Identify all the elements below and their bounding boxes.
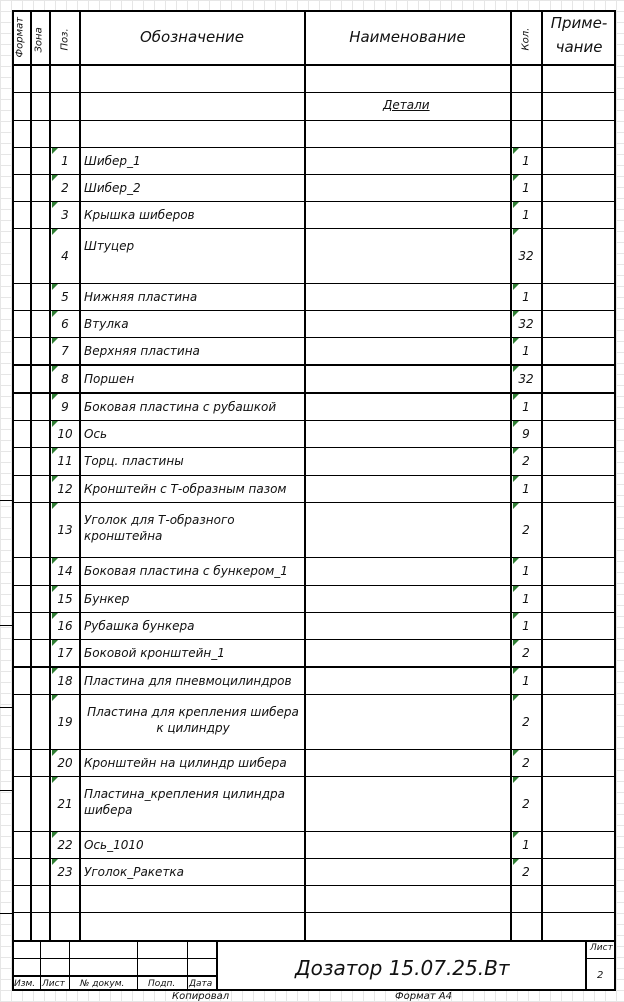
row-qty: 1 bbox=[522, 343, 530, 358]
row-line bbox=[12, 885, 616, 886]
corner-mark bbox=[52, 394, 58, 400]
corner-mark bbox=[52, 284, 58, 290]
row-designation: Кронштейн на цилиндр шибера bbox=[84, 755, 287, 770]
row-line bbox=[12, 858, 616, 859]
row-line bbox=[12, 147, 616, 148]
row-line bbox=[12, 557, 616, 558]
corner-mark bbox=[513, 421, 519, 427]
row-pos: 10 bbox=[57, 426, 73, 441]
corner-mark bbox=[513, 175, 519, 181]
margin-tick bbox=[0, 707, 12, 708]
row-line bbox=[12, 120, 616, 121]
row-qty: 2 bbox=[522, 522, 530, 537]
row-designation: Нижняя пластина bbox=[84, 289, 198, 304]
stamp-divider bbox=[216, 940, 218, 991]
corner-mark bbox=[513, 503, 519, 509]
corner-mark bbox=[513, 695, 519, 701]
row-designation: Торц. пластины bbox=[84, 454, 184, 468]
row-designation: Бункер bbox=[84, 591, 130, 606]
label-date: Дата bbox=[189, 979, 213, 989]
row-designation: Ось_1010 bbox=[84, 837, 144, 852]
row-line bbox=[12, 283, 616, 284]
label-format: Формат А4 bbox=[395, 991, 452, 1002]
row-pos: 5 bbox=[61, 289, 69, 304]
corner-mark bbox=[52, 640, 58, 646]
row-designation: Кронштейн с Т-образным пазом bbox=[84, 481, 287, 496]
row-pos: 4 bbox=[61, 248, 69, 263]
header-pos: Поз. bbox=[59, 28, 71, 51]
row-line bbox=[12, 310, 616, 311]
row-line bbox=[12, 667, 616, 668]
corner-mark bbox=[52, 202, 58, 208]
stamp-top-line bbox=[12, 940, 616, 942]
corner-mark bbox=[52, 668, 58, 674]
row-qty: 32 bbox=[518, 248, 534, 263]
row-qty: 1 bbox=[522, 180, 530, 195]
row-designation: Уголок_Ракетка bbox=[84, 864, 185, 879]
row-line bbox=[12, 92, 616, 93]
corner-mark bbox=[513, 476, 519, 482]
row-line bbox=[12, 776, 616, 777]
row-pos: 2 bbox=[61, 180, 69, 195]
corner-mark bbox=[52, 613, 58, 619]
margin-tick bbox=[0, 790, 12, 791]
corner-mark bbox=[513, 394, 519, 400]
corner-mark bbox=[52, 148, 58, 154]
row-line bbox=[12, 447, 616, 448]
row-pos: 13 bbox=[57, 522, 73, 537]
stamp-row-line bbox=[12, 975, 216, 977]
row-pos: 17 bbox=[57, 645, 73, 660]
corner-mark bbox=[52, 586, 58, 592]
row-designation: Пластина_крепления цилиндра шибера bbox=[84, 787, 286, 817]
row-line bbox=[12, 365, 616, 366]
corner-mark bbox=[513, 148, 519, 154]
corner-mark bbox=[513, 284, 519, 290]
row-line bbox=[12, 393, 616, 394]
row-line bbox=[12, 475, 616, 476]
row-line bbox=[12, 831, 616, 832]
stamp-col bbox=[187, 940, 188, 991]
row-qty: 2 bbox=[522, 755, 530, 770]
sheet-label: Лист bbox=[590, 943, 613, 953]
row-qty: 1 bbox=[522, 481, 530, 496]
row-qty: 1 bbox=[522, 591, 530, 606]
label-doc-no: № докум. bbox=[80, 979, 125, 989]
row-line bbox=[12, 174, 616, 175]
header-qty: Кол. bbox=[520, 27, 532, 51]
corner-mark bbox=[513, 558, 519, 564]
corner-mark bbox=[513, 777, 519, 783]
corner-mark bbox=[513, 338, 519, 344]
corner-mark bbox=[52, 338, 58, 344]
row-pos: 1 bbox=[61, 153, 69, 168]
corner-mark bbox=[513, 832, 519, 838]
row-qty: 1 bbox=[522, 207, 530, 222]
row-designation: Уголок для Т-образного кронштейна bbox=[84, 513, 235, 543]
corner-mark bbox=[513, 613, 519, 619]
header-note-2: чание bbox=[555, 38, 603, 56]
row-qty: 2 bbox=[522, 454, 530, 468]
stamp-sheet-divider bbox=[585, 940, 587, 991]
corner-mark bbox=[52, 175, 58, 181]
row-line bbox=[12, 749, 616, 750]
margin-tick bbox=[0, 500, 12, 501]
row-designation: Втулка bbox=[84, 316, 129, 331]
row-designation: Крышка шиберов bbox=[84, 207, 195, 222]
row-line bbox=[12, 694, 616, 695]
corner-mark bbox=[52, 421, 58, 427]
row-qty: 1 bbox=[522, 564, 530, 578]
label-izm: Изм. bbox=[14, 979, 36, 989]
corner-mark bbox=[513, 202, 519, 208]
sheet-number: 2 bbox=[597, 970, 604, 981]
corner-mark bbox=[513, 586, 519, 592]
row-line bbox=[12, 420, 616, 421]
stamp-sheet-line bbox=[585, 958, 616, 959]
corner-mark bbox=[513, 229, 519, 235]
row-pos: 15 bbox=[57, 591, 73, 606]
row-designation: Боковой кронштейн_1 bbox=[84, 645, 225, 660]
row-qty: 2 bbox=[522, 796, 530, 811]
label-list: Лист bbox=[42, 979, 65, 989]
row-pos: 7 bbox=[61, 343, 69, 358]
row-designation: Пластина для пневмоцилиндров bbox=[84, 673, 292, 688]
stamp-col bbox=[137, 940, 138, 991]
document-title: Дозатор 15.07.25.Вт bbox=[295, 956, 510, 980]
stamp-row-line bbox=[12, 958, 216, 959]
row-qty: 32 bbox=[518, 316, 534, 331]
header-zone: Зона bbox=[33, 27, 45, 53]
label-sign: Подп. bbox=[148, 979, 176, 989]
row-line bbox=[12, 612, 616, 613]
corner-mark bbox=[513, 859, 519, 865]
row-pos: 14 bbox=[57, 564, 73, 578]
row-qty: 9 bbox=[522, 426, 530, 441]
row-pos: 16 bbox=[57, 618, 73, 633]
row-designation: Боковая пластина с рубашкой bbox=[84, 399, 277, 414]
corner-mark bbox=[513, 311, 519, 317]
row-pos: 12 bbox=[57, 481, 73, 496]
row-qty: 2 bbox=[522, 864, 530, 879]
row-pos: 18 bbox=[57, 673, 73, 688]
row-pos: 19 bbox=[57, 714, 73, 729]
corner-mark bbox=[52, 366, 58, 372]
stamp-col bbox=[40, 940, 41, 991]
row-designation: Боковая пластина с бункером_1 bbox=[84, 564, 288, 578]
header-bottom-line bbox=[12, 64, 616, 66]
corner-mark bbox=[52, 503, 58, 509]
row-pos: 6 bbox=[61, 316, 69, 331]
row-qty: 1 bbox=[522, 673, 530, 688]
corner-mark bbox=[52, 311, 58, 317]
corner-mark bbox=[52, 750, 58, 756]
row-designation: Рубашка бункера bbox=[84, 618, 195, 633]
corner-mark bbox=[52, 832, 58, 838]
row-qty: 1 bbox=[522, 837, 530, 852]
label-copied: Копировал bbox=[172, 991, 230, 1002]
row-designation: Шибер_2 bbox=[84, 180, 141, 195]
corner-mark bbox=[52, 777, 58, 783]
corner-mark bbox=[52, 448, 58, 454]
header-name: Наименование bbox=[349, 28, 466, 46]
stamp-col bbox=[69, 940, 70, 991]
corner-mark bbox=[52, 859, 58, 865]
row-pos: 22 bbox=[57, 837, 73, 852]
corner-mark bbox=[52, 229, 58, 235]
corner-mark bbox=[513, 668, 519, 674]
corner-mark bbox=[52, 558, 58, 564]
row-qty: 1 bbox=[522, 289, 530, 304]
header-format: Формат bbox=[14, 16, 26, 58]
row-pos: 20 bbox=[57, 755, 73, 770]
row-line bbox=[12, 201, 616, 202]
corner-mark bbox=[52, 695, 58, 701]
row-qty: 1 bbox=[522, 153, 530, 168]
row-pos: 23 bbox=[57, 864, 73, 879]
margin-tick bbox=[0, 625, 12, 626]
corner-mark bbox=[513, 448, 519, 454]
corner-mark bbox=[513, 640, 519, 646]
corner-mark bbox=[52, 476, 58, 482]
section-title: Детали bbox=[383, 98, 430, 112]
row-qty: 2 bbox=[522, 645, 530, 660]
corner-mark bbox=[513, 750, 519, 756]
row-qty: 32 bbox=[518, 371, 534, 386]
row-qty: 2 bbox=[522, 714, 530, 729]
row-qty: 1 bbox=[522, 618, 530, 633]
row-designation: Поршен bbox=[84, 371, 135, 386]
row-line bbox=[12, 228, 616, 229]
row-line bbox=[12, 585, 616, 586]
row-designation: Ось bbox=[84, 426, 108, 441]
row-designation: Верхняя пластина bbox=[84, 343, 200, 358]
row-designation: Пластина для крепления шибера к цилиндру bbox=[87, 705, 299, 735]
row-pos: 8 bbox=[61, 371, 69, 386]
row-pos: 21 bbox=[57, 796, 73, 811]
row-qty: 1 bbox=[522, 399, 530, 414]
row-pos: 9 bbox=[61, 399, 69, 414]
header-designation: Обозначение bbox=[139, 28, 245, 46]
row-line bbox=[12, 337, 616, 338]
row-line bbox=[12, 912, 616, 913]
margin-tick bbox=[0, 913, 12, 914]
row-pos: 11 bbox=[57, 454, 73, 468]
row-designation: Штуцер bbox=[84, 239, 135, 253]
header-note-1: Приме- bbox=[550, 14, 608, 32]
row-pos: 3 bbox=[61, 207, 69, 222]
corner-mark bbox=[513, 366, 519, 372]
row-line bbox=[12, 502, 616, 503]
row-designation: Шибер_1 bbox=[84, 153, 141, 168]
row-line bbox=[12, 639, 616, 640]
